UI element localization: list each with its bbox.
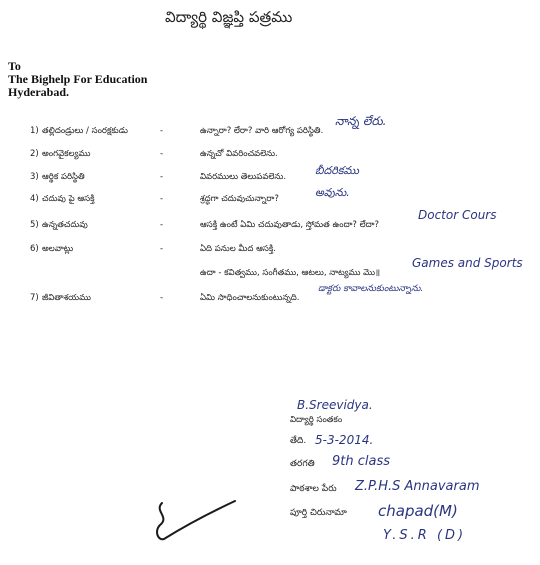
item-question: ఉన్నారా? లేరా? వారి ఆరోగ్య పరిస్థితి. [200,126,324,136]
address-city: Hyderabad. [8,85,70,99]
class-value: 9th class [332,454,391,469]
address-row [0,502,540,530]
student-name: B.Sreevidya. [297,398,373,412]
item-label: జీవితాశయము [42,293,92,303]
item-label: ఆర్థిక పరిస్థితి [42,172,85,182]
item-question: శ్రద్ధగా చదువుచున్నారా? [200,194,279,204]
date-row [0,433,540,458]
recipient-address [8,60,147,99]
item-question: వివరములు తెలుపవలెను. [200,172,287,182]
class-label: తరగతి [290,459,315,469]
address-row-2 [0,528,540,550]
home-address-label: పూర్తి చిరునామా [290,508,347,518]
home-address-line2: Y.S.R (D) [383,528,467,543]
item-question: ఏమి సాధించాలనుకుంటున్నది. [200,293,300,303]
school-label: పాఠశాల పేరు [290,484,337,494]
item-label: తల్లిదండ్రులు / సంరక్షకుడు [42,126,128,136]
item-answer: Games and Sports [412,256,523,270]
signature-mark [150,495,240,555]
item-number: 1) [30,126,39,136]
form-item [0,256,540,288]
item-number: 4) [30,194,39,204]
student-signature-row [0,415,540,437]
student-signature-label: విద్యార్థి సంతకం [290,415,343,425]
item-number: 3) [30,172,39,182]
item-label: చదువు పై ఆసక్తి [42,194,95,204]
date-label: తేది. [290,436,307,446]
item-label: అలవాట్లు [42,244,74,254]
form-item [0,149,540,169]
item-separator: - [160,293,164,303]
item-answer: బీదరికము [315,164,359,177]
date-value: 5-3-2014. [315,433,374,447]
item-number: 2) [30,149,39,159]
school-row [0,479,540,506]
form-item [0,284,540,313]
item-number: 6) [30,244,39,254]
item-separator: - [160,172,164,182]
item-answer: Doctor Cours [418,208,497,222]
address-organization: The Bighelp For Education [8,72,148,86]
item-number: 5) [30,220,39,230]
item-separator: - [160,149,164,159]
home-address-line1: chapad(M) [378,502,458,520]
item-label: అంగవైకల్యము [42,149,91,159]
item-question: ఆసక్తి ఉంటే ఏమి చదువుతాడు, స్తోమత ఉందా? లేదా? [200,220,380,230]
item-question: ఉన్నచో వివరించవలెను. [200,149,278,159]
form-item [0,208,540,240]
item-answer: అవును. [315,186,350,199]
item-question: ఉదా - కవిత్వము, సంగీతము, ఆటలు, నాట్యము మొ॥ [200,268,381,278]
form-item [0,164,540,192]
item-label: ఉన్నతచదువు [42,220,88,230]
item-number: 7) [30,293,39,303]
item-answer: డాక్టరు కావాలనుకుంటున్నాను. [318,284,424,294]
item-separator: - [160,244,164,254]
class-row [0,454,540,481]
item-separator: - [160,220,164,230]
item-question: ఏది పనుల మీద ఆసక్తి. [200,244,277,254]
school-value: Z.P.H.S Annavaram [355,479,480,494]
item-answer: నాన్న లేరు. [335,114,387,128]
item-separator: - [160,194,164,204]
item-separator: - [160,126,164,136]
address-to: To [8,59,21,73]
document-title: విద్యార్థి విజ్ఞప్తి పత్రము [165,8,293,26]
form-item [0,114,540,146]
